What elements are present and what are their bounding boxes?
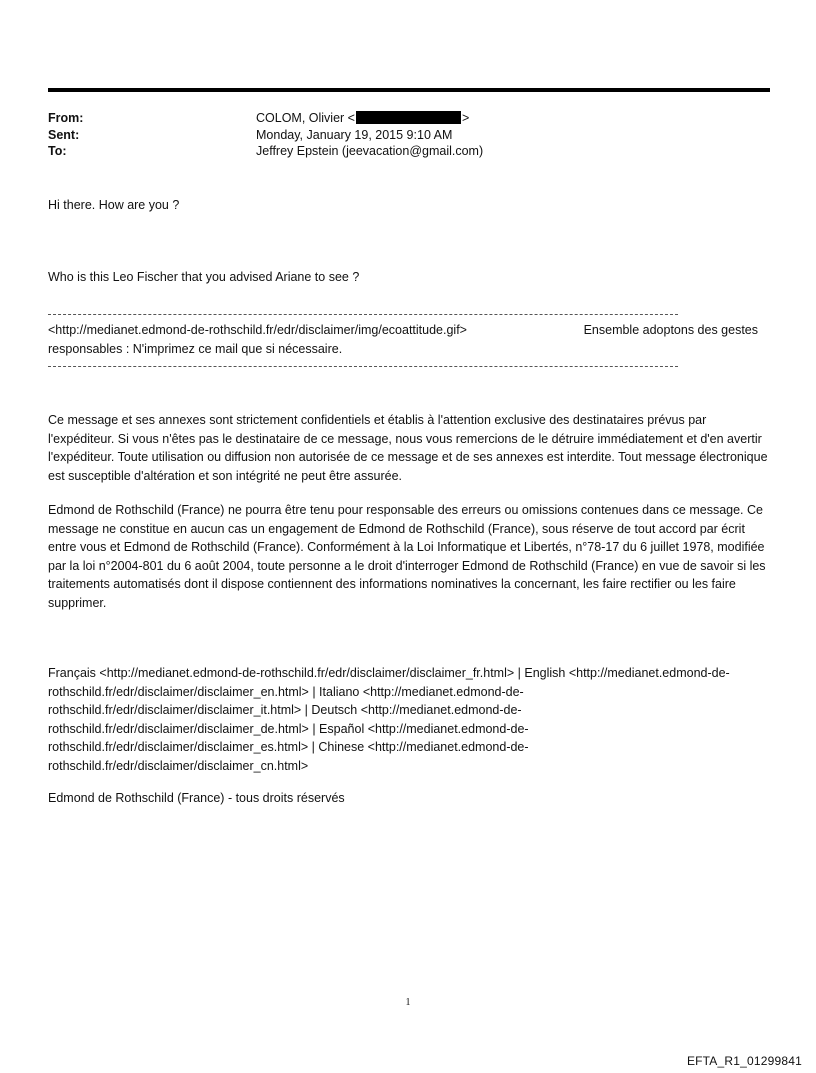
header-rule xyxy=(48,88,770,92)
page-number: 1 xyxy=(405,997,411,1008)
from-close: > xyxy=(461,111,470,125)
eco-line2: responsables : N'imprimez ce mail que si nécessaire. xyxy=(48,341,343,356)
email-header xyxy=(48,110,770,160)
disclaimer-para1: Ce message et ses annexes sont strictement confidentiels et établis à l'attention exclusive des destinataires prévus par l'expéditeur. Si vous n'êtes pas le destinataire de ce message, nous vous remercions de le détruire immédiatement et d'en avertir l'expéditeur. Toute utilisation ou diffusion non autorisée de ce message et de ses annexes est interdite. Tout message électronique est susceptible d'altération et son intégrité ne peut être assurée. xyxy=(48,413,768,483)
greeting-text: Hi there. How are you ? xyxy=(48,198,180,212)
to-label: To: xyxy=(48,144,67,158)
to-value: Jeffrey Epstein (jeevacation@gmail.com) xyxy=(256,144,484,158)
from-value xyxy=(256,110,770,127)
copyright-text: Edmond de Rothschild (France) - tous droits réservés xyxy=(48,791,345,805)
disclaimer-para2: Edmond de Rothschild (France) ne pourra être tenu pour responsable des erreurs ou omissions contenues dans ce message. Ce message ne constitue en aucun cas un engagement de Edmond de Rothschild (France), sous réserve de tout accord par écrit entre vous et Edmond de Rothschild (France). Conformément à la Loi Informatique et Libertés, n°78-17 du 6 juillet 1978, modifiée par la loi n°2004-801 du 6 août 2004, toute personne a le droit d'interroger Edmond de Rothschild (France) en vue de savoir si les traitements automatisés dont il dispose contiennent des informations nominatives la concernant, les faire rectifier ou les faire supprimer. xyxy=(48,503,766,610)
sent-row xyxy=(48,127,770,144)
eco-right-text: Ensemble adoptons des gestes xyxy=(583,323,758,337)
sent-value: Monday, January 19, 2015 9:10 AM xyxy=(256,127,453,142)
divider-bottom xyxy=(48,366,678,367)
redaction-bar xyxy=(356,111,461,124)
eco-banner xyxy=(48,321,768,358)
document-id: EFTA_R1_01299841 xyxy=(686,1054,802,1068)
from-row xyxy=(48,110,770,127)
language-links[interactable]: Français <http://medianet.edmond-de-rothschild.fr/edr/disclaimer/disclaimer_fr.html> | English <http://medianet.edmond-de-rothschild.fr/edr/disclaimer/disclaimer_en.html> | Italiano <http://medianet.edmond-de-rothschild.fr/edr/disclaimer/disclaimer_it.html> | Deutsch <http://medianet.edmond-de-rothschild.fr/edr/disclaimer/disclaimer_de.html> | Español <http://medianet.edmond-de-rothschild.fr/edr/disclaimer/disclaimer_es.html> | Chinese <http://medianet.edmond-de-rothschild.fr/edr/disclaimer/disclaimer_cn.html> xyxy=(48,666,730,773)
eco-link[interactable]: <http://medianet.edmond-de-rothschild.fr/edr/disclaimer/img/ecoattitude.gif> xyxy=(48,323,467,337)
divider-top xyxy=(48,314,678,315)
to-row xyxy=(48,143,770,160)
sent-label: Sent: xyxy=(48,127,80,142)
question-text: Who is this Leo Fischer that you advised Ariane to see ? xyxy=(48,270,360,284)
from-label: From: xyxy=(48,111,84,125)
from-name: COLOM, Olivier < xyxy=(256,111,355,125)
